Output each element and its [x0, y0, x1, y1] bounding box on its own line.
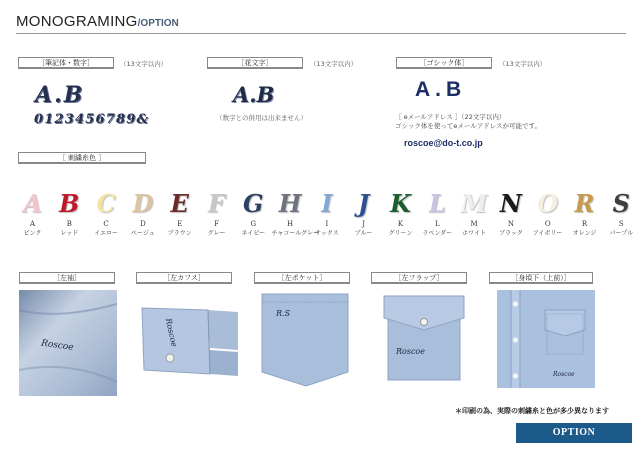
thread-sample-glyph: R [574, 189, 595, 218]
page-title: MONOGRAMING/OPTION [16, 13, 179, 30]
photo-flap [374, 292, 472, 388]
position-label-sleeve: ［左袖］ [19, 272, 115, 284]
thread-sample-glyph: C [96, 189, 116, 218]
thread-sample-glyph: S [612, 189, 630, 218]
thread-code: L [434, 220, 440, 228]
thread-color-g [235, 190, 272, 237]
font-note-hana: （13文字以内） [310, 60, 358, 68]
thread-code: A [29, 220, 36, 228]
thread-code: G [250, 220, 257, 228]
thread-color-name: アイボリー [532, 230, 563, 237]
thread-code: D [140, 220, 146, 228]
thread-color-name: ピンク [23, 230, 42, 237]
thread-color-a [14, 190, 51, 237]
thread-code: R [581, 220, 588, 228]
embroidery-cuff: Roscoe [163, 317, 179, 348]
thread-code: E [177, 220, 183, 228]
thread-code: M [470, 220, 478, 228]
thread-sample-glyph: F [207, 189, 226, 218]
thread-sample-glyph: K [390, 189, 411, 218]
thread-color-name: チャコールグレー [271, 230, 320, 237]
thread-sample-glyph: N [499, 189, 522, 218]
thread-color-name: ベージュ [131, 230, 155, 237]
thread-sample-glyph: D [132, 189, 154, 218]
gothic-letter-sample: A.B [415, 78, 467, 101]
thread-code: K [397, 220, 404, 228]
thread-code: C [103, 220, 109, 228]
embroidery-flap: Roscoe [396, 347, 425, 356]
thread-color-name: レッド [60, 230, 79, 237]
thread-code: I [325, 220, 329, 228]
thread-color-m [456, 190, 493, 237]
thread-color-h [271, 189, 320, 237]
title-divider [16, 33, 626, 34]
thread-color-b [51, 190, 88, 237]
brush-number-sample: 0123456789& [34, 112, 150, 127]
thread-code: H [287, 220, 294, 228]
thread-color-name: ラベンダー [422, 230, 453, 237]
position-label-cuff: ［左カフス］ [136, 272, 232, 284]
thread-color-n [492, 190, 529, 237]
thread-color-label: ［ 刺繍糸色 ］ [18, 152, 146, 164]
thread-color-r [566, 190, 603, 237]
thread-color-s [603, 190, 640, 237]
color-disclaimer: ＊印刷の為、実際の刺繍糸と色が多少異なります [455, 407, 609, 415]
thread-sample-glyph: O [537, 189, 559, 218]
font-note-gothic: （13文字以内） [499, 60, 547, 68]
thread-code: F [214, 220, 219, 228]
thread-sample-glyph: B [59, 189, 80, 218]
photo-pocket [256, 292, 354, 388]
font-note-brush: （13文字以内） [120, 60, 168, 68]
thread-color-k [382, 190, 419, 237]
email-note-line-2: ゴシック体を使ってeメールアドレスが可能です。 [395, 122, 542, 130]
email-note-line-1: ［ eメールアドレス ］（22文字以内） [395, 113, 506, 121]
thread-color-name: イエロー [94, 230, 118, 237]
thread-sample-glyph: A [23, 189, 42, 218]
thread-code: J [362, 220, 366, 228]
thread-code: O [544, 220, 551, 228]
thread-color-j [345, 190, 382, 237]
email-sample: roscoe@do-t.co.jp [404, 138, 483, 148]
thread-color-name: ブルー [354, 230, 373, 237]
thread-sample-glyph: J [358, 189, 370, 218]
thread-color-o [529, 190, 566, 237]
thread-color-name: ネイビー [241, 230, 266, 237]
option-button[interactable]: OPTION [516, 423, 632, 443]
thread-color-name: ホワイト [462, 230, 486, 237]
thread-color-name: ブラウン [167, 230, 192, 237]
photo-sleeve [19, 290, 117, 396]
photo-cuff [138, 290, 238, 396]
thread-sample-glyph: I [321, 189, 333, 218]
brush-letter-sample: A.B [35, 82, 85, 108]
embroidery-pocket: R.S [276, 309, 291, 318]
thread-sample-glyph: M [460, 189, 488, 218]
position-label-body: ［身頃下（上前）］ [489, 272, 593, 284]
thread-color-name: オレンジ [572, 230, 597, 237]
thread-color-name: グレー [207, 230, 226, 237]
font-label-hana: ［花文字］ [207, 57, 303, 69]
thread-color-e [161, 190, 198, 237]
hana-caution: （数字との併用は出来ません） [216, 114, 307, 122]
thread-sample-glyph: H [278, 189, 302, 218]
photo-body [497, 290, 595, 388]
thread-sample-glyph: L [428, 189, 446, 218]
thread-code: S [618, 220, 624, 228]
thread-color-i [308, 190, 345, 237]
thread-color-name: サックス [314, 230, 339, 237]
position-label-pocket: ［左ポケット］ [254, 272, 350, 284]
thread-sample-glyph: E [170, 189, 189, 218]
font-label-gothic: ［ゴシック体］ [396, 57, 492, 69]
thread-color-l [419, 190, 456, 237]
embroidery-sleeve: Roscoe [40, 338, 75, 353]
font-label-brush: ［筆記体・数字］ [18, 57, 114, 69]
position-label-flap: ［左フラップ］ [371, 272, 467, 284]
thread-color-c [88, 190, 125, 237]
thread-color-name: パープル [609, 230, 634, 237]
embroidery-body: Roscoe [553, 371, 575, 378]
thread-color-f [198, 190, 235, 237]
thread-color-d [124, 190, 161, 237]
thread-color-name: グリーン [388, 230, 413, 237]
thread-sample-glyph: G [243, 189, 264, 218]
thread-code: B [66, 220, 72, 228]
thread-code: N [507, 220, 514, 228]
email-note [395, 113, 541, 131]
hana-letter-sample: A.B [233, 82, 275, 107]
thread-color-name: ブラック [498, 230, 523, 237]
